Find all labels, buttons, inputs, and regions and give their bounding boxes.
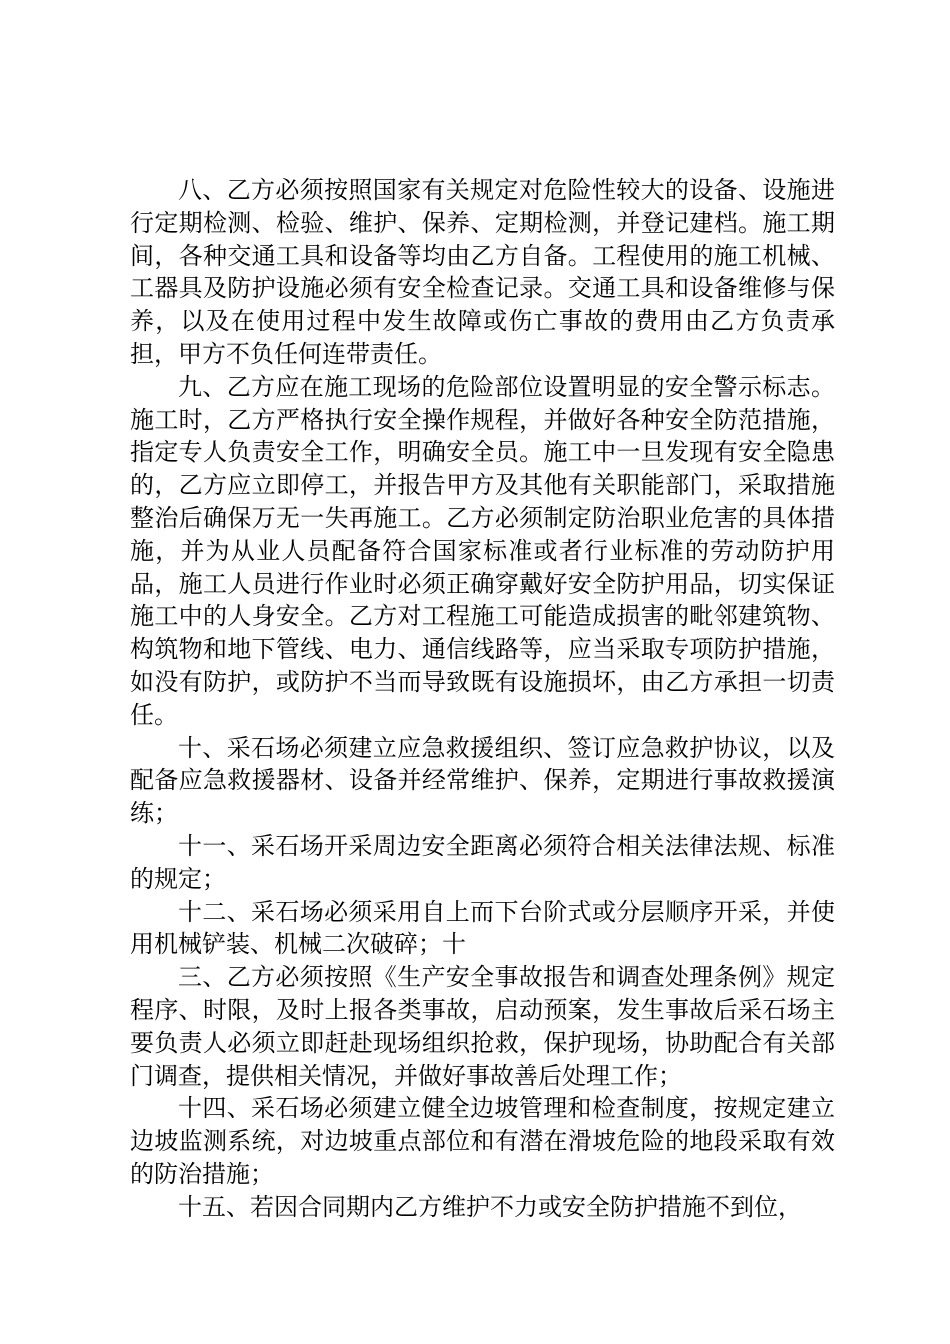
paragraph-11: 十一、采石场开采周边安全距离必须符合相关法律法规、标准的规定； [130,831,835,893]
document-body [130,174,835,1224]
paragraph-15: 十五、若因合同期内乙方维护不力或安全防护措施不到位， [178,1192,802,1221]
paragraph-10: 十、采石场必须建立应急救援组织、签订应急救护协议，以及配备应急救援器材、设备并经常维护、保养，定期进行事故救援演练； [130,733,835,828]
paragraph-9: 九、乙方应在施工现场的危险部位设置明显的安全警示标志。施工时，乙方严格执行安全操作规程，并做好各种安全防范措施，指定专人负责安全工作，明确安全员。施工中一旦发现有安全隐患的，乙方应立即停工，并报告甲方及其他有关职能部门，采取措施整治后确保万无一失再施工。乙方必须制定防治职业危害的具体措施，并为从业人员配备符合国家标准或者行业标准的劳动防护用品，施工人员进行作业时必须正确穿戴好安全防护用品，切实保证施工中的人身安全。乙方对工程施工可能造成损害的毗邻建筑物、构筑物和地下管线、电力、通信线路等，应当采取专项防护措施，如没有防护，或防护不当而导致既有设施损坏，由乙方承担一切责任。 [130,372,835,729]
paragraph-13: 三、乙方必须按照《生产安全事故报告和调查处理条例》规定程序、时限，及时上报各类事故，启动预案，发生事故后采石场主要负责人必须立即赶赴现场组织抢救，保护现场，协助配合有关部门调查，提供相关情况，并做好事故善后处理工作； [130,963,835,1090]
paragraph-12: 十二、采石场必须采用自上而下台阶式或分层顺序开采，并使用机械铲装、机械二次破碎；十 [130,897,835,959]
paragraph-14: 十四、采石场必须建立健全边坡管理和检查制度，按规定建立边坡监测系统，对边坡重点部位和有潜在滑坡危险的地段采取有效的防治措施； [130,1094,835,1188]
paragraph-8: 八、乙方必须按照国家有关规定对危险性较大的设备、设施进行定期检测、检验、维护、保养、定期检测，并登记建档。施工期间，各种交通工具和设备等均由乙方自备。工程使用的施工机械、工器具及防护设施必须有安全检查记录。交通工具和设备维修与保养，以及在使用过程中发生故障或伤亡事故的费用由乙方负责承担，甲方不负任何连带责任。 [130,176,835,368]
